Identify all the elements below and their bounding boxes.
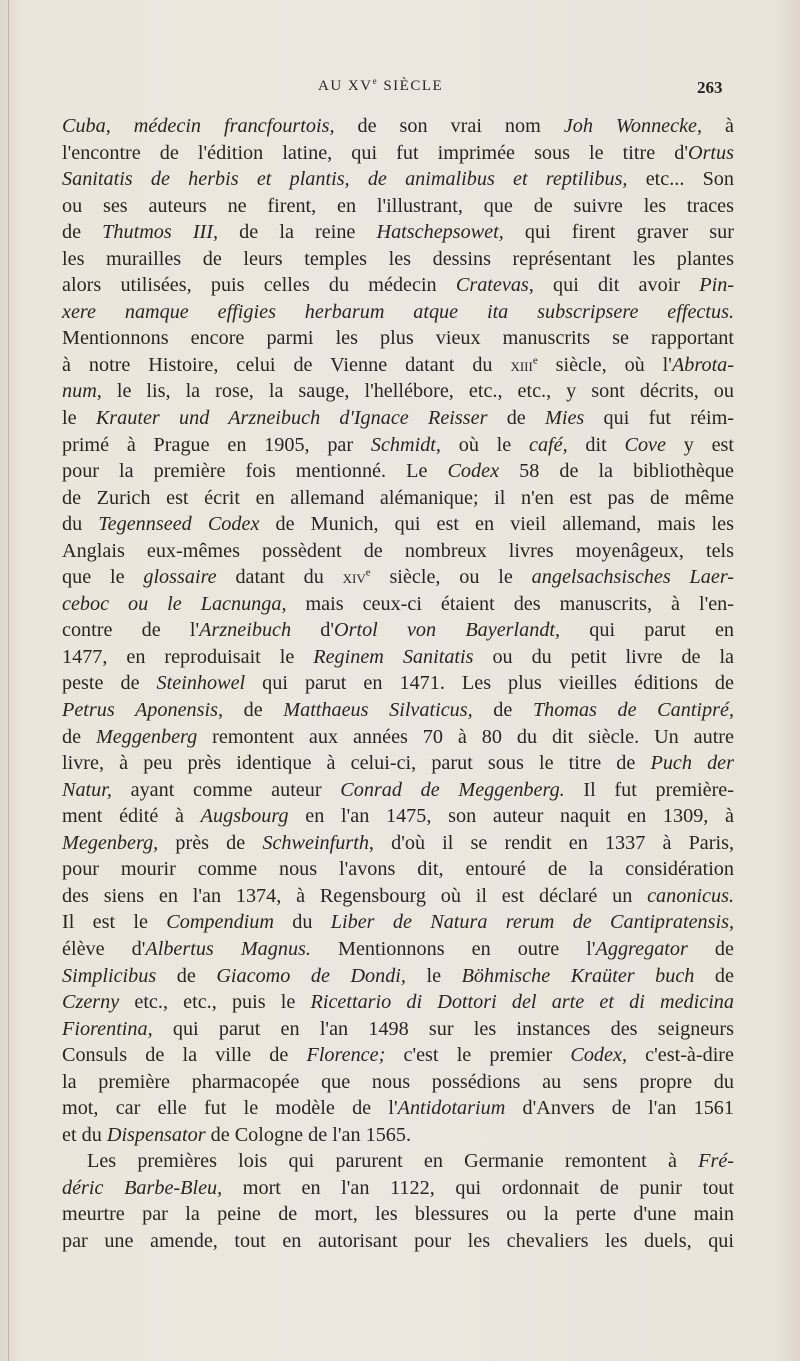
text-line — [62, 1228, 734, 1255]
text-line — [62, 325, 734, 352]
text-run: le — [62, 407, 96, 430]
text-line — [62, 166, 734, 193]
text-run: des siens en l'an 1374, à Regensbourg où il est déclaré un — [62, 884, 648, 907]
text-run: la première pharmacopée que nous possédions au sens propre du — [62, 1070, 734, 1093]
text-run: Il est le — [62, 911, 167, 934]
text-run: Il fut première- — [564, 778, 734, 801]
text-run: angelsachsisches Laer- — [531, 566, 734, 589]
text-run: Mentionnons encore parmi les plus vieux manuscrits se rapportant — [62, 327, 734, 350]
text-run: à — [702, 115, 735, 137]
text-run: 1477, en reproduisait le — [62, 645, 314, 668]
text-run: Mies — [545, 407, 585, 430]
text-line — [62, 564, 734, 591]
text-line — [62, 352, 734, 379]
text-line — [62, 432, 734, 459]
text-run: livre, à peu près identique à celui-ci, parut sous le titre de — [62, 752, 651, 775]
text-line — [62, 1122, 734, 1149]
text-run: de Cologne de l'an 1565. — [205, 1123, 412, 1146]
text-run: le — [405, 964, 462, 987]
text-run: Thutmos III, — [102, 221, 219, 244]
text-line — [62, 1069, 734, 1096]
text-line — [62, 1148, 734, 1175]
text-run: élève d' — [62, 937, 146, 960]
text-run: Megenberg, — [62, 831, 159, 854]
text-line — [62, 511, 734, 538]
text-run: Natur, — [62, 778, 112, 801]
text-run: qui parut en l'an 1498 sur les instances des seigneurs — [152, 1017, 734, 1040]
text-run: Ortus — [688, 141, 734, 164]
text-run: Matthaeus Silvaticus, — [283, 699, 473, 722]
text-run: Aggregator — [595, 937, 688, 960]
text-run: de — [62, 725, 96, 748]
page-edge — [8, 0, 9, 1361]
text-run: de — [156, 964, 217, 987]
text-run: glossaire — [143, 566, 217, 589]
text-run: à notre Histoire, celui de Vienne datant du — [62, 353, 511, 376]
text-run: par une amende, tout en autorisant pour les chevaliers les duels, qui — [62, 1229, 734, 1252]
text-run: peste de — [62, 672, 157, 695]
text-run: e — [365, 566, 371, 579]
text-run: qui parut en — [560, 619, 734, 642]
text-run: de la reine — [218, 221, 377, 244]
text-run: de — [487, 407, 546, 430]
text-run: Hatschepsowet, — [376, 221, 504, 244]
running-title — [318, 78, 443, 95]
text-run: remontent aux années 70 à 80 du dit siècle. Un autre — [197, 725, 734, 748]
running-head — [0, 78, 800, 100]
text-line — [62, 617, 734, 644]
text-run: café, — [528, 433, 568, 456]
text-line — [62, 299, 734, 326]
text-run: Czerny — [62, 991, 120, 1014]
text-run: ou du petit livre de la — [473, 645, 735, 668]
text-run: mais ceux-ci étaient des manuscrits, à l'en- — [286, 592, 734, 615]
text-run: mot, car elle fut le modèle de l' — [62, 1097, 398, 1120]
text-run: alors utilisées, puis celles du médecin — [62, 274, 456, 297]
text-run: Cratevas, — [455, 274, 534, 297]
text-run: Augsbourg — [200, 805, 289, 828]
text-run: Ortol von Bayerlandt, — [334, 619, 561, 642]
text-run: du — [62, 513, 99, 536]
text-run: où le — [440, 433, 529, 456]
text-line — [62, 750, 734, 777]
text-line — [62, 193, 734, 220]
text-run: siècle, ou le — [370, 566, 532, 589]
text-run: qui firent graver sur — [503, 221, 734, 244]
text-run: Steinhowel — [156, 672, 246, 695]
text-run: et du — [62, 1123, 107, 1146]
text-line — [62, 113, 734, 140]
text-line — [62, 856, 734, 883]
text-line — [62, 458, 734, 485]
text-run: ou ses auteurs ne firent, en l'illustrant, que de suivre les traces — [62, 194, 734, 217]
text-run: c'est le premier — [385, 1044, 571, 1067]
text-line — [62, 644, 734, 671]
text-run: Codex, — [570, 1044, 627, 1067]
text-run: d'Anvers de l'an 1561 — [505, 1097, 734, 1120]
text-run: Simplicibus — [62, 964, 157, 987]
text-run: c'est-à-dire — [627, 1044, 734, 1067]
text-run: Reginem Sanitatis — [313, 645, 474, 668]
text-run: Sanitatis de herbis et plantis, de animalibus et reptilibus, — [62, 168, 628, 191]
text-line — [62, 272, 734, 299]
text-run: Florence; — [306, 1044, 386, 1067]
text-run: Böhmische Kraüter buch — [461, 964, 695, 987]
body-text — [62, 113, 734, 1255]
text-line — [62, 803, 734, 830]
page-number: 263 — [697, 78, 723, 97]
text-run: pour la première fois mentionné. Le — [62, 460, 448, 483]
text-run: Tegennseed Codex — [98, 513, 260, 536]
text-run: Consuls de la ville de — [62, 1044, 307, 1067]
text-run: num, — [62, 380, 102, 403]
text-run: déric Barbe-Bleu, — [62, 1176, 223, 1199]
text-run: Anglais eux-mêmes possèdent de nombreux livres moyenâgeux, tels — [62, 539, 734, 562]
text-run: primé à Prague en 1905, par — [62, 433, 371, 456]
running-title-prefix: AU XV — [318, 78, 373, 94]
text-run: Schweinfurth, — [262, 831, 374, 854]
running-title-sup: e — [372, 76, 379, 86]
text-run: xiv — [342, 567, 366, 588]
text-run: meurtre par la peine de mort, les blessures ou la perte d'une main — [62, 1203, 734, 1226]
text-run: ayant comme auteur — [111, 778, 341, 801]
text-run: Compendium — [166, 911, 274, 934]
text-run: Codex — [447, 460, 500, 483]
text-run: Les premières lois qui parurent en Germanie remontent à — [87, 1150, 699, 1173]
text-run: l'encontre de l'édition latine, qui fut imprimée sous le titre d' — [62, 141, 688, 164]
text-line — [62, 670, 734, 697]
text-line — [62, 1042, 734, 1069]
text-run: Mentionnons en outre l' — [310, 937, 596, 960]
text-run: dit — [567, 433, 625, 456]
text-run: Giacomo de Dondi, — [216, 964, 406, 987]
text-run: xiii — [510, 354, 533, 375]
text-run: pour mourir comme nous l'avons dit, entouré de la considération — [62, 858, 734, 881]
text-run: près de — [158, 831, 263, 854]
text-line — [62, 1095, 734, 1122]
text-line — [62, 909, 734, 936]
text-run: Cove — [624, 433, 666, 456]
text-line — [62, 963, 734, 990]
text-run: Abrota- — [671, 353, 734, 376]
text-line — [62, 1016, 734, 1043]
text-run: d' — [291, 619, 335, 642]
text-run: Schmidt, — [370, 433, 441, 456]
text-line — [62, 246, 734, 273]
text-run: etc... Son — [627, 168, 734, 191]
text-line — [62, 1175, 734, 1202]
text-run: qui dit avoir — [533, 274, 700, 297]
text-run: Fré- — [698, 1150, 734, 1173]
text-run: ceboc ou le Lacnunga, — [62, 592, 287, 615]
text-line — [62, 405, 734, 432]
text-run: xere namque effigies herbarum atque ita subscripsere effectus. — [62, 300, 734, 323]
text-run: etc., etc., puis le — [119, 991, 311, 1014]
text-run: du — [273, 911, 331, 934]
text-line — [62, 989, 734, 1016]
text-run: 58 de la bibliothèque — [499, 460, 734, 483]
text-line — [62, 378, 734, 405]
text-run: mort en l'an 1122, qui ordonnait de punir tout — [222, 1176, 735, 1199]
text-run: Ricettario di Dottori del arte et di medicina — [310, 991, 734, 1014]
text-run: contre de l' — [62, 619, 200, 642]
text-run: Arzneibuch — [199, 619, 292, 642]
text-run: de — [687, 937, 734, 960]
text-run: d'où il se rendit en 1337 à Paris, — [373, 831, 735, 854]
text-line — [62, 883, 734, 910]
text-run: Conrad de Meggenberg. — [340, 778, 565, 801]
text-line — [62, 538, 734, 565]
text-run: de Zurich est écrit en allemand alémanique; il n'en est pas de même — [62, 486, 734, 509]
text-run: de — [62, 221, 103, 244]
text-line — [62, 777, 734, 804]
text-run: ment édité à — [62, 805, 201, 828]
text-run: canonicus. — [647, 884, 734, 907]
text-line — [62, 219, 734, 246]
text-run: Joh Wonnecke, — [563, 115, 703, 137]
text-run: y est — [665, 433, 734, 456]
text-run: de — [694, 964, 734, 987]
text-run: Cuba, médecin francfourtois, — [62, 115, 335, 137]
text-run: datant du — [216, 566, 343, 589]
text-run: en l'an 1475, son auteur naquit en 1309, à — [288, 805, 735, 828]
text-line — [62, 830, 734, 857]
text-run: Albertus Magnus. — [145, 937, 311, 960]
text-run: Fiorentina, — [62, 1017, 153, 1040]
text-run: le lis, la rose, la sauge, l'hellébore, etc., etc., y sont décrits, ou — [101, 380, 734, 403]
text-line — [62, 936, 734, 963]
text-run: qui parut en 1471. Les plus vieilles éditions de — [245, 672, 734, 695]
text-run: Petrus Aponensis, — [62, 699, 223, 722]
text-run: Thomas de Cantipré, — [532, 699, 735, 722]
text-run: de — [223, 699, 284, 722]
text-run: Meggenberg — [95, 725, 198, 748]
text-run: de — [472, 699, 533, 722]
text-line — [62, 591, 734, 618]
text-line — [62, 697, 734, 724]
text-line — [62, 140, 734, 167]
text-run: Puch der — [650, 752, 735, 775]
text-run: e — [532, 354, 538, 367]
text-line — [62, 1201, 734, 1228]
text-run: de son vrai nom — [334, 115, 564, 137]
text-run: Liber de Natura rerum de Cantipratensis, — [330, 911, 735, 934]
text-run: qui fut réim- — [584, 407, 734, 430]
text-run: que le — [62, 566, 144, 589]
running-title-suffix: SIÈCLE — [378, 78, 444, 94]
text-run: Krauter und Arzneibuch d'Ignace Reisser — [95, 407, 488, 430]
text-line — [62, 485, 734, 512]
text-run: les murailles de leurs temples les dessins représentant les plantes — [62, 247, 734, 270]
text-run: siècle, où l' — [537, 353, 672, 376]
text-run: Antidotarium — [397, 1097, 506, 1120]
text-run: Dispensator — [106, 1123, 206, 1146]
text-run: Pin- — [699, 274, 735, 297]
text-run: de Munich, qui est en vieil allemand, mais les — [259, 513, 734, 536]
text-line — [62, 724, 734, 751]
